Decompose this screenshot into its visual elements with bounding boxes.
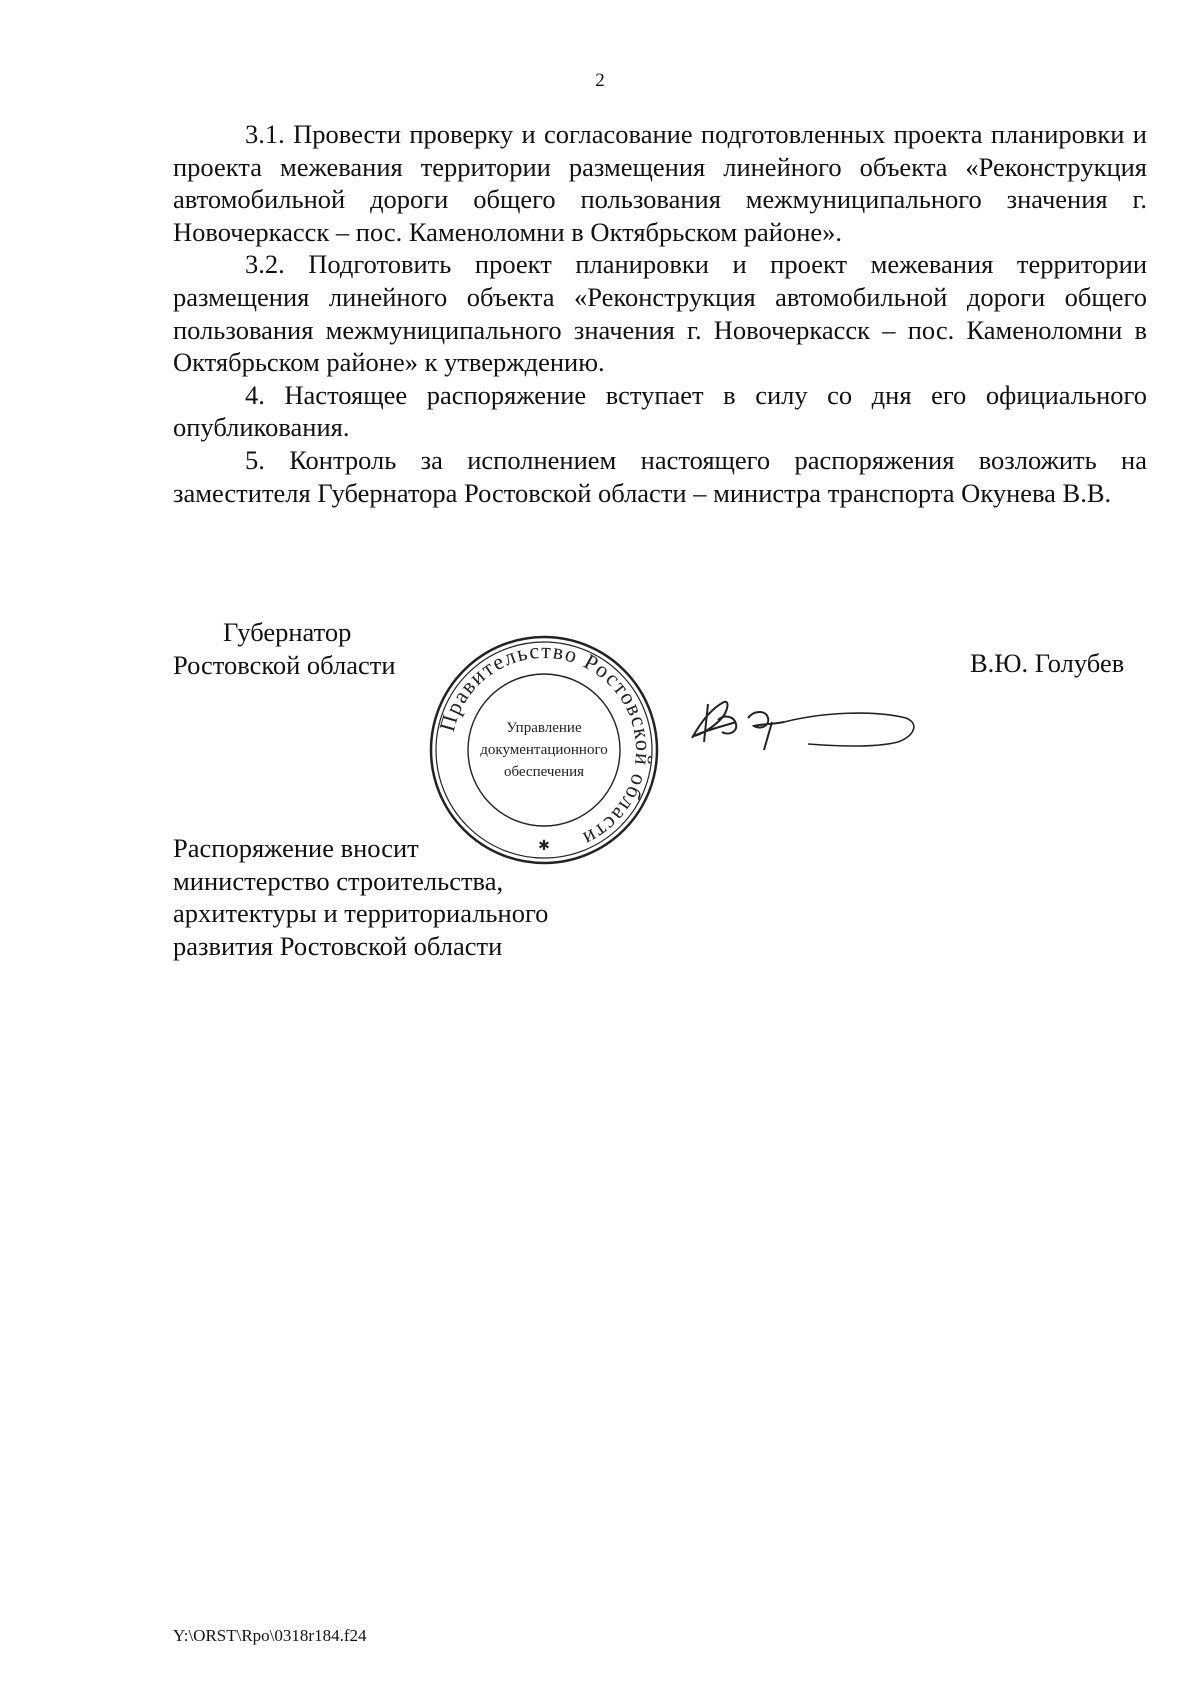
stamp-ring-text: Правительство Ростовской области bbox=[434, 637, 657, 853]
submitter-line: архитектуры и территориального bbox=[173, 898, 549, 929]
signatory-name: В.Ю. Голубев bbox=[970, 648, 1125, 678]
submitter-line: развития Ростовской области bbox=[173, 930, 503, 961]
stamp-center-line3: обеспечения bbox=[503, 764, 585, 780]
stamp-center-line2: документационного bbox=[480, 742, 608, 758]
submitter-line: министерство строительства, bbox=[173, 865, 504, 896]
page-number: 2 bbox=[595, 70, 605, 91]
paragraph-4: 4. Настоящее распоряжение вступает в силу со дня его официального опубликования. bbox=[173, 379, 1147, 443]
signatory-title-line2: Ростовской области bbox=[173, 649, 396, 680]
paragraph-3-1: 3.1. Провести проверку и согласование подготовленных проекта планировки и проекта межевания территории размещения линейного объекта «Реконструкция автомобильной дороги общего пользования межмуниципального значения г. Новочеркасск – пос. Каменоломни в Октябрьском районе». bbox=[173, 119, 1147, 247]
paragraph-5: 5. Контроль за исполнением настоящего распоряжения возложить на заместителя Губернатора Ростовской области – министра транспорта Окунева В.В. bbox=[173, 444, 1147, 508]
paragraph-3-2: 3.2. Подготовить проект планировки и проект межевания территории размещения линейного объекта «Реконструкция автомобильной дороги общего пользования межмуниципального значения г. Новочеркасск – пос. Каменоломни в Октябрьском районе» к утверждению. bbox=[173, 249, 1147, 378]
stamp-star-icon: ✱ bbox=[538, 839, 550, 854]
document-body bbox=[173, 118, 1147, 509]
file-path: Y:\ORST\Rpo\0318r184.f24 bbox=[173, 1626, 367, 1645]
signatory-title bbox=[173, 616, 396, 681]
stamp-center-line1: Управление bbox=[506, 720, 582, 736]
handwritten-signature bbox=[684, 690, 924, 756]
signatory-title-line1: Губернатор bbox=[223, 617, 352, 647]
submitter-note bbox=[173, 832, 548, 962]
submitter-line: Распоряжение вносит bbox=[173, 833, 419, 863]
